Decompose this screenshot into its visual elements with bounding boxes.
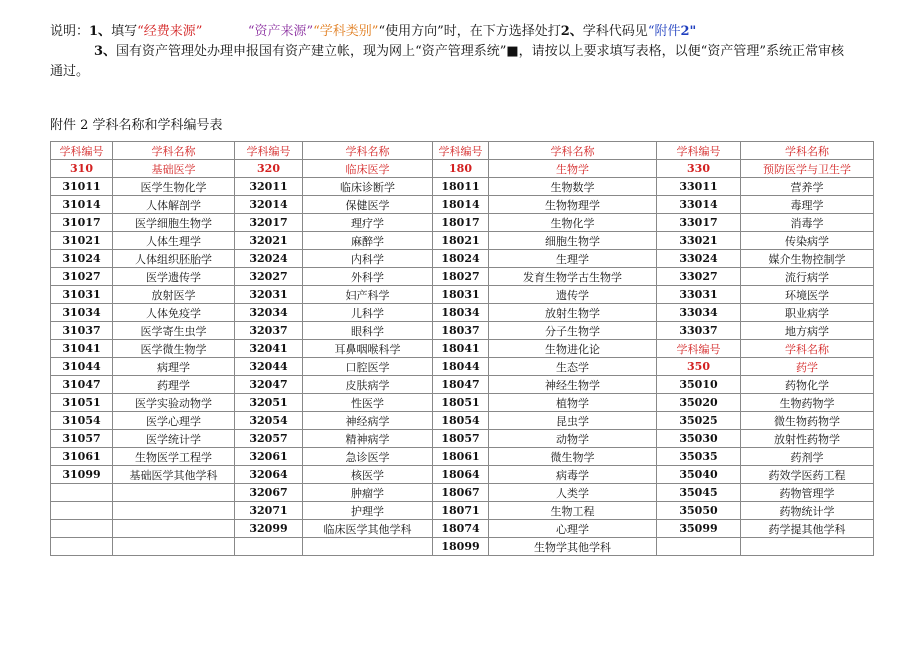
subject-code-cell: 18099 xyxy=(433,538,489,556)
subject-code-cell: 32061 xyxy=(235,448,303,466)
subject-name-cell: 流行病学 xyxy=(741,268,874,286)
subject-code-cell: 35045 xyxy=(657,484,741,502)
table-row xyxy=(51,232,874,250)
note-asset-system: “资产管理系统” xyxy=(415,44,507,59)
subject-code-cell: 学科编号 xyxy=(51,142,113,160)
subject-name-cell: 医学遗传学 xyxy=(113,268,235,286)
table-row xyxy=(51,286,874,304)
subject-code-cell: 35030 xyxy=(657,430,741,448)
subject-name-cell: 外科学 xyxy=(303,268,433,286)
subject-code-cell: 31037 xyxy=(51,322,113,340)
subject-code-cell: 32044 xyxy=(235,358,303,376)
subject-code-cell: 310 xyxy=(51,160,113,178)
subject-code-cell: 31047 xyxy=(51,376,113,394)
subject-code-cell: 31041 xyxy=(51,340,113,358)
subject-name-cell: 微生物学 xyxy=(489,448,657,466)
subject-name-cell: 生物医学工程学 xyxy=(113,448,235,466)
subject-code-cell: 18047 xyxy=(433,376,489,394)
subject-code-cell: 32024 xyxy=(235,250,303,268)
subject-code-cell: 18041 xyxy=(433,340,489,358)
subject-name-cell xyxy=(113,502,235,520)
subject-code-cell xyxy=(235,538,303,556)
subject-name-cell: 学科名称 xyxy=(113,142,235,160)
subject-code-cell: 18074 xyxy=(433,520,489,538)
subject-code-cell: 33021 xyxy=(657,232,741,250)
subject-name-cell: 生物工程 xyxy=(489,502,657,520)
subject-name-cell: 临床医学其他学科 xyxy=(303,520,433,538)
subject-code-cell: 32047 xyxy=(235,376,303,394)
subject-name-cell: 分子生物学 xyxy=(489,322,657,340)
subject-name-cell: 药物管理学 xyxy=(741,484,874,502)
table-row xyxy=(51,178,874,196)
subject-code-cell: 33037 xyxy=(657,322,741,340)
note-subject-category: “学科类别” xyxy=(313,24,379,39)
table-row xyxy=(51,466,874,484)
subject-name-cell: 基础医学其他学科 xyxy=(113,466,235,484)
subject-code-cell: 31044 xyxy=(51,358,113,376)
subject-name-cell: 人体免疫学 xyxy=(113,304,235,322)
subject-code-cell: 18054 xyxy=(433,412,489,430)
table-row xyxy=(51,502,874,520)
table-row xyxy=(51,412,874,430)
subject-code-cell: 32067 xyxy=(235,484,303,502)
subject-code-cell: 35050 xyxy=(657,502,741,520)
subject-name-cell: 内科学 xyxy=(303,250,433,268)
subject-code-cell: 18034 xyxy=(433,304,489,322)
subject-code-cell xyxy=(51,502,113,520)
subject-code-cell: 33011 xyxy=(657,178,741,196)
subject-code-cell: 31027 xyxy=(51,268,113,286)
appendix-title: 附件 2 学科名称和学科编号表 xyxy=(50,118,223,133)
table-row xyxy=(51,394,874,412)
subject-code-cell: 31034 xyxy=(51,304,113,322)
subject-name-cell: 皮肤病学 xyxy=(303,376,433,394)
subject-code-cell: 35020 xyxy=(657,394,741,412)
subject-name-cell: 微生物药物学 xyxy=(741,412,874,430)
subject-name-cell xyxy=(113,538,235,556)
instructions-note xyxy=(50,22,890,82)
subject-code-cell: 350 xyxy=(657,358,741,376)
subject-code-cell xyxy=(657,538,741,556)
subject-name-cell: 学科名称 xyxy=(741,340,874,358)
subject-name-cell: 放射性药物学 xyxy=(741,430,874,448)
note-num-1: 1、 xyxy=(89,24,112,39)
subject-name-cell: 药理学 xyxy=(113,376,235,394)
subject-code-cell: 31051 xyxy=(51,394,113,412)
subject-code-cell: 32031 xyxy=(235,286,303,304)
subject-name-cell: 临床医学 xyxy=(303,160,433,178)
subject-code-cell: 35099 xyxy=(657,520,741,538)
subject-name-cell: 性医学 xyxy=(303,394,433,412)
subject-name-cell xyxy=(113,484,235,502)
subject-code-cell: 18064 xyxy=(433,466,489,484)
subject-name-cell: 医学微生物学 xyxy=(113,340,235,358)
subject-name-cell: 儿科学 xyxy=(303,304,433,322)
subject-name-cell: 生物物理学 xyxy=(489,196,657,214)
subject-name-cell: 神经病学 xyxy=(303,412,433,430)
subject-name-cell: 精神病学 xyxy=(303,430,433,448)
table-row xyxy=(51,484,874,502)
subject-code-cell: 31021 xyxy=(51,232,113,250)
subject-name-cell: 地方病学 xyxy=(741,322,874,340)
note-line-1 xyxy=(50,22,890,42)
subject-name-cell: 学科名称 xyxy=(489,142,657,160)
subject-name-cell: 媒介生物控制学 xyxy=(741,250,874,268)
subject-code-cell: 学科编号 xyxy=(235,142,303,160)
subject-code-cell: 18067 xyxy=(433,484,489,502)
subject-code-cell: 180 xyxy=(433,160,489,178)
subject-code-cell: 31061 xyxy=(51,448,113,466)
subject-code-cell: 31014 xyxy=(51,196,113,214)
table-row xyxy=(51,196,874,214)
table-row xyxy=(51,358,874,376)
subject-name-cell: 生物学 xyxy=(489,160,657,178)
note-funding-source: “经费来源” xyxy=(137,24,203,39)
note-text: 系统正常审核 xyxy=(765,44,844,59)
subject-name-cell: 生理学 xyxy=(489,250,657,268)
note-text: 填写 xyxy=(111,24,138,39)
table-row xyxy=(51,304,874,322)
subject-name-cell: 急诊医学 xyxy=(303,448,433,466)
table-group-row xyxy=(51,160,874,178)
subject-name-cell: 人体组织胚胎学 xyxy=(113,250,235,268)
subject-name-cell: 保健医学 xyxy=(303,196,433,214)
subject-name-cell: 护理学 xyxy=(303,502,433,520)
subject-code-cell: 18031 xyxy=(433,286,489,304)
subject-name-cell: 毒理学 xyxy=(741,196,874,214)
subject-name-cell: 传染病学 xyxy=(741,232,874,250)
subject-name-cell: 放射生物学 xyxy=(489,304,657,322)
subject-code-cell: 32071 xyxy=(235,502,303,520)
table-row xyxy=(51,538,874,556)
subject-code-cell: 学科编号 xyxy=(657,340,741,358)
note-text: 时，在下方选择处打 xyxy=(443,24,561,39)
subject-code-cell: 320 xyxy=(235,160,303,178)
subject-name-cell: 学科名称 xyxy=(741,142,874,160)
subject-code-cell: 18044 xyxy=(433,358,489,376)
subject-code-cell: 18057 xyxy=(433,430,489,448)
subject-code-cell: 35010 xyxy=(657,376,741,394)
subject-code-cell: 32064 xyxy=(235,466,303,484)
subject-name-cell xyxy=(741,538,874,556)
subject-code-cell: 18011 xyxy=(433,178,489,196)
note-text: 学科代码见 xyxy=(582,24,648,39)
subject-code-cell: 31031 xyxy=(51,286,113,304)
subject-code-cell: 32037 xyxy=(235,322,303,340)
subject-name-cell: 动物学 xyxy=(489,430,657,448)
table-row xyxy=(51,376,874,394)
subject-code-cell: 18024 xyxy=(433,250,489,268)
subject-code-cell: 32034 xyxy=(235,304,303,322)
table-row xyxy=(51,322,874,340)
table-row xyxy=(51,340,874,358)
subject-name-cell: 眼科学 xyxy=(303,322,433,340)
subject-name-cell: 临床诊断学 xyxy=(303,178,433,196)
subject-name-cell: 人体解剖学 xyxy=(113,196,235,214)
subject-name-cell: 遗传学 xyxy=(489,286,657,304)
subject-code-cell: 18017 xyxy=(433,214,489,232)
note-line-2 xyxy=(50,42,890,62)
subject-name-cell: 医学细胞生物学 xyxy=(113,214,235,232)
subject-code-cell: 330 xyxy=(657,160,741,178)
subject-code-table xyxy=(50,141,874,556)
subject-code-cell xyxy=(51,484,113,502)
subject-code-cell: 33031 xyxy=(657,286,741,304)
subject-code-cell: 33034 xyxy=(657,304,741,322)
subject-code-cell: 32027 xyxy=(235,268,303,286)
subject-code-cell: 32057 xyxy=(235,430,303,448)
table-row xyxy=(51,430,874,448)
subject-name-cell: 心理学 xyxy=(489,520,657,538)
subject-code-cell: 32054 xyxy=(235,412,303,430)
note-prefix: 说明： xyxy=(50,24,90,39)
subject-name-cell: 耳鼻咽喉科学 xyxy=(303,340,433,358)
subject-name-cell xyxy=(113,520,235,538)
subject-code-cell: 18051 xyxy=(433,394,489,412)
subject-name-cell: 药学 xyxy=(741,358,874,376)
subject-name-cell: 放射医学 xyxy=(113,286,235,304)
note-asset-source: “资产来源” xyxy=(247,24,314,39)
subject-name-cell: 医学实验动物学 xyxy=(113,394,235,412)
subject-name-cell: 发育生物学古生物学 xyxy=(489,268,657,286)
subject-name-cell: 麻醉学 xyxy=(303,232,433,250)
subject-code-cell xyxy=(51,538,113,556)
note-text: 国有资产管理处办理申报国有资产建立帐，现为网上 xyxy=(116,44,416,59)
subject-name-cell: 生态学 xyxy=(489,358,657,376)
subject-name-cell: 病理学 xyxy=(113,358,235,376)
subject-name-cell: 药学提其他学科 xyxy=(741,520,874,538)
subject-name-cell: 生物数学 xyxy=(489,178,657,196)
subject-name-cell: 学科名称 xyxy=(303,142,433,160)
subject-code-cell: 33014 xyxy=(657,196,741,214)
subject-code-cell: 32021 xyxy=(235,232,303,250)
subject-name-cell: 生物化学 xyxy=(489,214,657,232)
table-row xyxy=(51,214,874,232)
note-num-2: 2、 xyxy=(560,24,583,39)
subject-code-cell: 18061 xyxy=(433,448,489,466)
subject-name-cell: 药物化学 xyxy=(741,376,874,394)
subject-name-cell: 药剂学 xyxy=(741,448,874,466)
subject-code-cell: 18027 xyxy=(433,268,489,286)
table-row xyxy=(51,520,874,538)
subject-name-cell: 生物药物学 xyxy=(741,394,874,412)
subject-name-cell: 妇产科学 xyxy=(303,286,433,304)
subject-code-cell: 学科编号 xyxy=(657,142,741,160)
subject-code-cell: 32099 xyxy=(235,520,303,538)
note-line-3: 通过。 xyxy=(50,64,90,79)
subject-code-cell: 35040 xyxy=(657,466,741,484)
subject-name-cell: 职业病学 xyxy=(741,304,874,322)
subject-code-cell: 35025 xyxy=(657,412,741,430)
note-asset-mgmt: “资产管理” xyxy=(700,44,766,59)
subject-name-cell: 肿瘤学 xyxy=(303,484,433,502)
note-appendix-ref: “附件 xyxy=(647,24,681,39)
table-row xyxy=(51,268,874,286)
subject-name-cell: 人类学 xyxy=(489,484,657,502)
subject-code-cell: 31024 xyxy=(51,250,113,268)
subject-code-cell: 32014 xyxy=(235,196,303,214)
subject-name-cell: 医学生物化学 xyxy=(113,178,235,196)
table-row xyxy=(51,448,874,466)
subject-name-cell: 环境医学 xyxy=(741,286,874,304)
note-num-3: 3、 xyxy=(94,44,117,59)
subject-code-cell: 32017 xyxy=(235,214,303,232)
subject-code-cell: 32011 xyxy=(235,178,303,196)
subject-name-cell: 病毒学 xyxy=(489,466,657,484)
subject-code-cell: 31099 xyxy=(51,466,113,484)
subject-code-cell: 33017 xyxy=(657,214,741,232)
subject-code-cell: 18014 xyxy=(433,196,489,214)
checkbox-square-icon: ■ xyxy=(506,44,519,59)
subject-name-cell: 口腔医学 xyxy=(303,358,433,376)
subject-code-cell: 31054 xyxy=(51,412,113,430)
subject-code-cell: 学科编号 xyxy=(433,142,489,160)
subject-name-cell: 人体生理学 xyxy=(113,232,235,250)
subject-name-cell: 营养学 xyxy=(741,178,874,196)
subject-code-cell: 33027 xyxy=(657,268,741,286)
subject-name-cell: 理疗学 xyxy=(303,214,433,232)
table-header-row xyxy=(51,142,874,160)
note-usage-direction: “使用方向” xyxy=(378,24,444,39)
note-text: ，请按以上要求填写表格，以便 xyxy=(518,44,701,59)
subject-name-cell: 神经生物学 xyxy=(489,376,657,394)
subject-code-cell: 18037 xyxy=(433,322,489,340)
subject-code-cell: 31011 xyxy=(51,178,113,196)
table-row xyxy=(51,250,874,268)
subject-name-cell: 生物学其他学科 xyxy=(489,538,657,556)
subject-code-cell: 31057 xyxy=(51,430,113,448)
subject-name-cell: 植物学 xyxy=(489,394,657,412)
subject-name-cell: 医学寄生虫学 xyxy=(113,322,235,340)
subject-code-cell: 31017 xyxy=(51,214,113,232)
subject-name-cell: 生物进化论 xyxy=(489,340,657,358)
subject-name-cell: 药物统计学 xyxy=(741,502,874,520)
subject-name-cell: 药效学医药工程 xyxy=(741,466,874,484)
subject-name-cell: 消毒学 xyxy=(741,214,874,232)
subject-code-cell: 35035 xyxy=(657,448,741,466)
subject-code-cell: 32051 xyxy=(235,394,303,412)
subject-name-cell: 医学统计学 xyxy=(113,430,235,448)
subject-code-cell: 32041 xyxy=(235,340,303,358)
subject-name-cell: 细胞生物学 xyxy=(489,232,657,250)
subject-name-cell: 预防医学与卫生学 xyxy=(741,160,874,178)
subject-code-cell xyxy=(51,520,113,538)
subject-name-cell xyxy=(303,538,433,556)
note-appendix-num: 2" xyxy=(680,24,697,39)
subject-code-cell: 33024 xyxy=(657,250,741,268)
subject-code-cell: 18021 xyxy=(433,232,489,250)
subject-name-cell: 昆虫学 xyxy=(489,412,657,430)
subject-name-cell: 基础医学 xyxy=(113,160,235,178)
subject-name-cell: 核医学 xyxy=(303,466,433,484)
subject-code-cell: 18071 xyxy=(433,502,489,520)
subject-name-cell: 医学心理学 xyxy=(113,412,235,430)
